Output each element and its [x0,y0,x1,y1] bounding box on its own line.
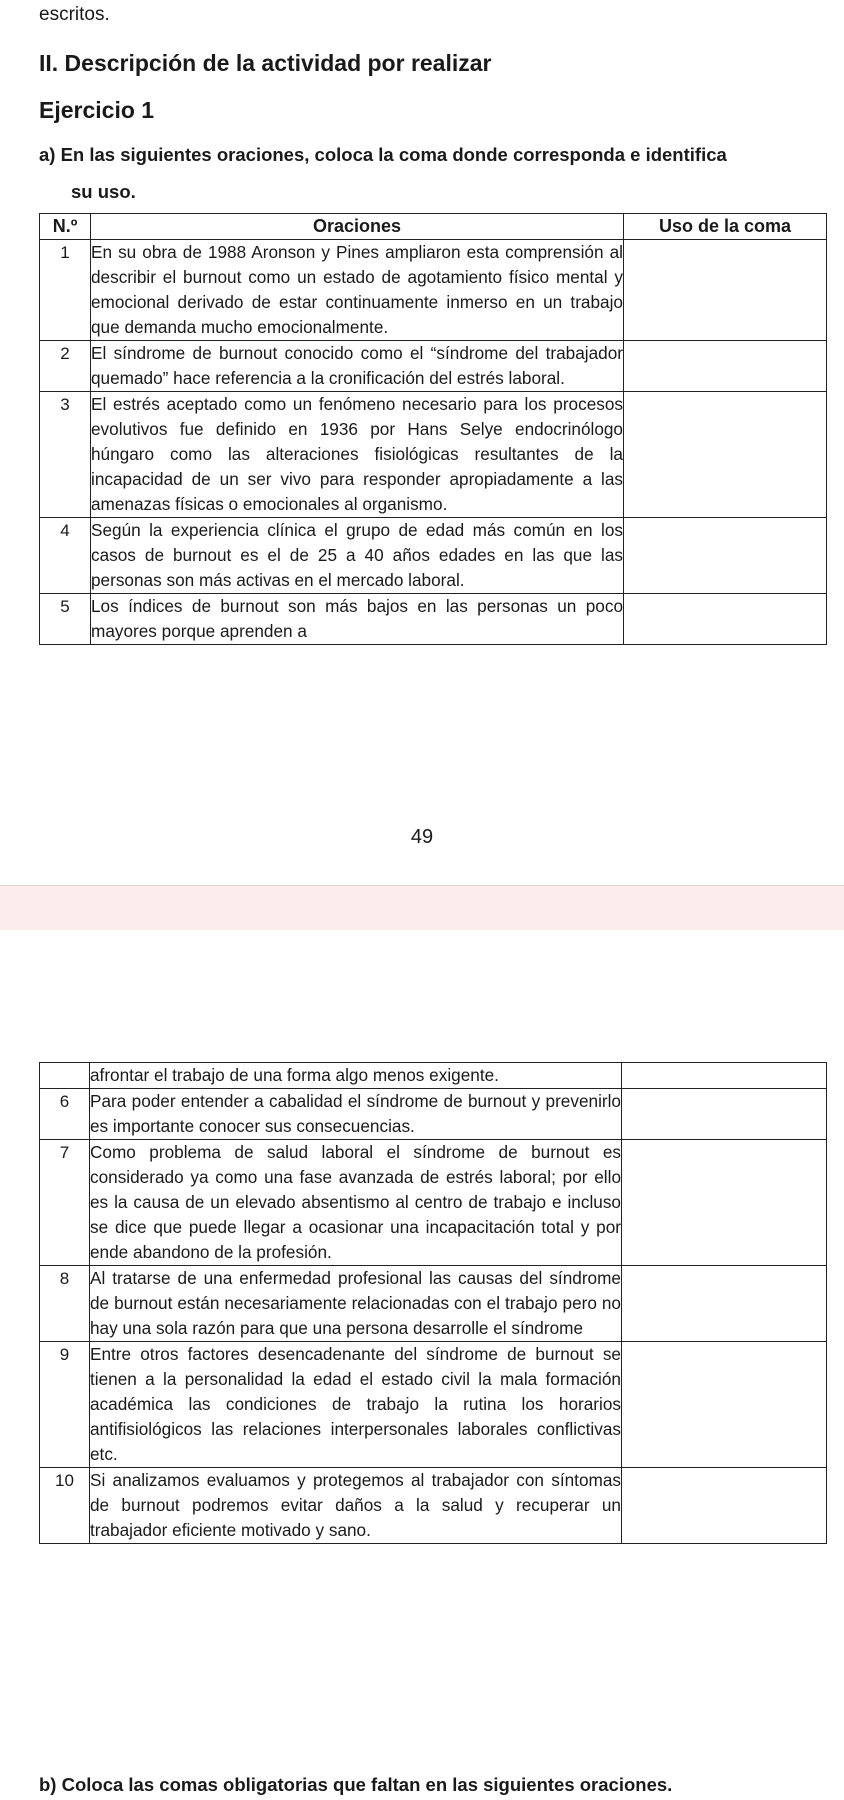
instruction-a [39,136,829,210]
table-row [40,1140,827,1266]
row-sentence: Si analizamos evaluamos y protegemos al trabajador con síntomas de burnout podremos evitar daños a la salud y recuperar un trabajador eficiente motivado y sano. [90,1468,622,1544]
page-number: 49 [410,826,434,848]
row-number: 5 [40,594,91,645]
row-comma-use-cell[interactable] [622,1063,827,1089]
row-number: 4 [40,518,91,594]
row-number: 2 [40,341,91,392]
table-row [40,518,827,594]
row-sentence: Según la experiencia clínica el grupo de edad más común en los casos de burnout es el de 25 a 40 años edades en las que las personas son más activas en el mercado laboral. [91,518,624,594]
row-number: 7 [40,1140,90,1266]
table-row [40,1342,827,1468]
instruction-b: b) Coloca las comas obligatorias que faltan en las siguientes oraciones. [39,1774,673,1795]
row-sentence: Para poder entender a cabalidad el síndrome de burnout y prevenirlo es importante conocer sus consecuencias. [90,1089,622,1140]
row-number [40,1063,90,1089]
row-comma-use-cell[interactable] [624,392,827,518]
table-row [40,392,827,518]
header-comma-use: Uso de la coma [624,214,827,240]
page-top-fragment: escritos. [39,4,110,25]
row-sentence: afrontar el trabajo de una forma algo menos exigente. [90,1063,622,1089]
sentences-table-page1 [39,213,827,645]
table-row [40,1063,827,1089]
row-comma-use-cell[interactable] [624,518,827,594]
row-sentence: Entre otros factores desencadenante del síndrome de burnout se tienen a la personalidad la edad el estado civil la mala formación académica las condiciones de trabajo la rutina los horarios antifisiológicos las relaciones interpersonales laborales conflictivas etc. [90,1342,622,1468]
row-comma-use-cell[interactable] [622,1089,827,1140]
header-number: N.º [40,214,91,240]
row-comma-use-cell[interactable] [622,1266,827,1342]
row-comma-use-cell[interactable] [624,341,827,392]
row-number: 10 [40,1468,90,1544]
header-sentences: Oraciones [91,214,624,240]
instruction-a-line2: su uso. [71,181,136,202]
row-sentence: Como problema de salud laboral el síndrome de burnout es considerado ya como una fase avanzada de estrés laboral; por ello es la causa de un elevado absentismo al centro de trabajo e incluso se dice que puede llegar a ocasionar una incapacitación total y por ende abandono de la profesión. [90,1140,622,1266]
exercise-heading: Ejercicio 1 [39,97,155,123]
row-comma-use-cell[interactable] [622,1468,827,1544]
row-comma-use-cell[interactable] [622,1140,827,1266]
row-sentence: El síndrome de burnout conocido como el “síndrome del trabajador quemado” hace referencia a la cronificación del estrés laboral. [91,341,624,392]
row-number: 8 [40,1266,90,1342]
row-number: 1 [40,240,91,341]
row-number: 3 [40,392,91,518]
row-comma-use-cell[interactable] [622,1342,827,1468]
sentences-table-page2 [39,1062,827,1544]
row-number: 9 [40,1342,90,1468]
table-row [40,1089,827,1140]
row-sentence: En su obra de 1988 Aronson y Pines ampliaron esta comprensión al describir el burnout como un estado de agotamiento físico mental y emocional derivado de estar continuamente inmerso en un trabajo que demanda mucho emocionalmente. [91,240,624,341]
table-row [40,1468,827,1544]
table-row [40,341,827,392]
page-break-gap [0,886,844,930]
row-comma-use-cell[interactable] [624,594,827,645]
row-number: 6 [40,1089,90,1140]
table-header-row [40,214,827,240]
section-heading: II. Descripción de la actividad por realizar [39,50,492,76]
row-sentence: El estrés aceptado como un fenómeno necesario para los procesos evolutivos fue definido en 1936 por Hans Selye endocrinólogo húngaro como las alteraciones fisiológicas resultantes de la incapacidad de un ser vivo para responder apropiadamente a las amenazas físicas o emocionales al organismo. [91,392,624,518]
table-row [40,594,827,645]
row-comma-use-cell[interactable] [624,240,827,341]
table-row [40,1266,827,1342]
row-sentence: Los índices de burnout son más bajos en las personas un poco mayores porque aprenden a [91,594,624,645]
row-sentence: Al tratarse de una enfermedad profesional las causas del síndrome de burnout están necesariamente relacionadas con el trabajo pero no hay una sola razón para que una persona desarrolle el síndrome [90,1266,622,1342]
table-row [40,240,827,341]
instruction-a-line1: a) En las siguientes oraciones, coloca la coma donde corresponda e identifica [39,144,727,165]
